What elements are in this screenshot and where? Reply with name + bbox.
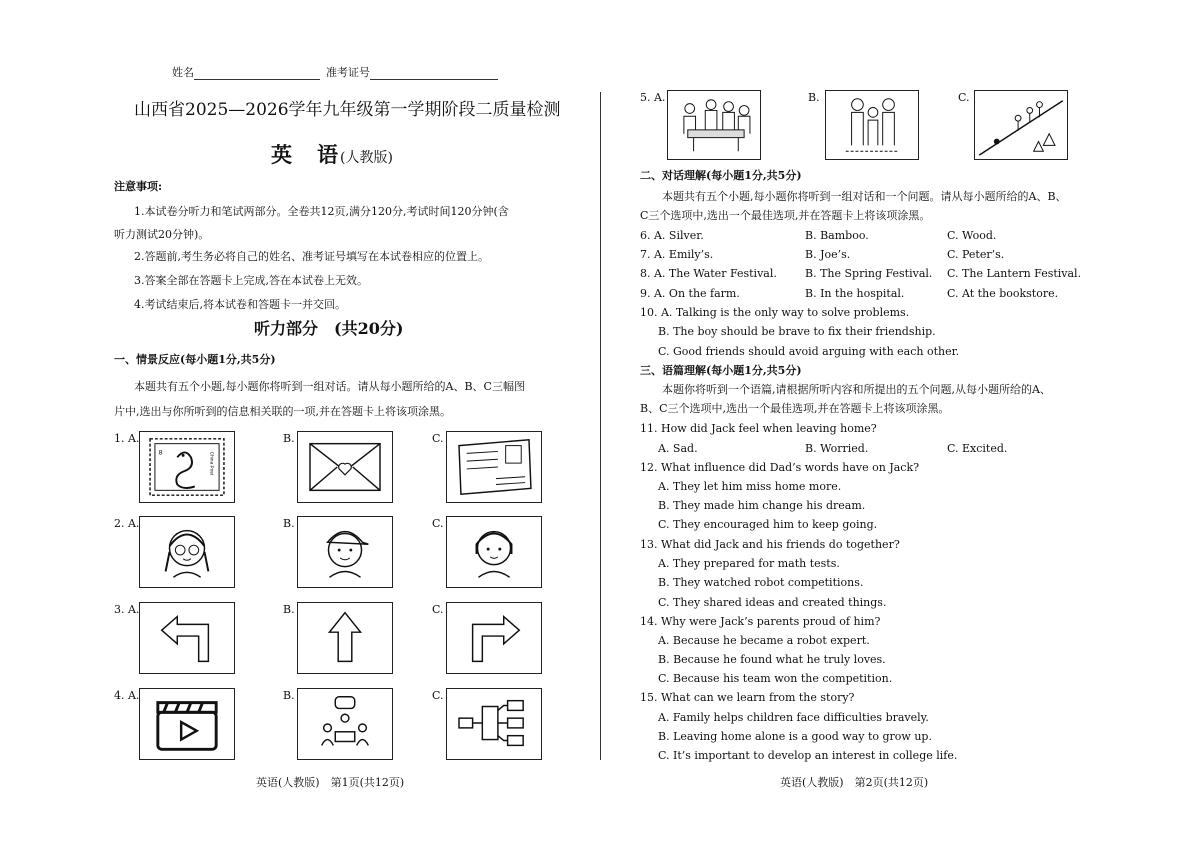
part2-heading: 二、对话理解(每小题1分,共5分)	[640, 169, 802, 182]
exam-number-label: 准考证号	[326, 66, 370, 79]
page-footer: 英语(人教版) 第1页(共12页)	[256, 776, 405, 789]
answer-option: 8. A. The Water Festival.	[640, 267, 777, 280]
girl-cap-icon	[297, 516, 393, 588]
page-2	[600, 0, 1200, 849]
part3-intro: B、C三个选项中,选出一个最佳选项,并在答题卡上将该项涂黑。	[640, 402, 950, 415]
answer-option: C. The Lantern Festival.	[947, 267, 1082, 280]
question-text: 15. What can we learn from the story?	[640, 691, 855, 704]
answer-option: C. It’s important to develop an interest in college life.	[658, 749, 958, 762]
answer-option: B. They made him change his dream.	[658, 499, 866, 512]
turn-right-arrow-icon	[446, 602, 542, 674]
question-text: 11. How did Jack feel when leaving home?	[640, 422, 877, 435]
note-item: 3.答案全部在答题卡上完成,答在本试卷上无效。	[134, 274, 368, 287]
up-arrow-icon	[297, 602, 393, 674]
part1-intro: 片中,选出与你所听到的信息相关联的一项,并在答题卡上将该项涂黑。	[114, 405, 451, 418]
answer-option: 6. A. Silver.	[640, 229, 704, 242]
option-label: B.	[283, 432, 295, 445]
option-label: C.	[958, 91, 970, 104]
family-dinner-icon	[667, 90, 761, 160]
answer-option: B. The boy should be brave to fix their friendship.	[658, 325, 936, 338]
part3-heading: 三、语篇理解(每小题1分,共5分)	[640, 364, 802, 377]
exam-title: 山西省2025—2026学年九年级第一学期阶段二质量检测	[134, 100, 561, 120]
answer-option: C. They encouraged him to keep going.	[658, 518, 878, 531]
answer-option: C. They shared ideas and created things.	[658, 596, 887, 609]
answer-option: B. The Spring Festival.	[805, 267, 933, 280]
answer-option: B. Leaving home alone is a good way to grow up.	[658, 730, 932, 743]
answer-option: C. Wood.	[947, 229, 997, 242]
name-underline	[194, 68, 320, 80]
part3-intro: 本题你将听到一个语篇,请根据所听内容和所提出的五个问题,从每小题所给的A、	[662, 383, 1051, 396]
answer-option: B. In the hospital.	[805, 287, 905, 300]
answer-option: C. Peter’s.	[947, 248, 1005, 261]
answer-option: B. Worried.	[805, 442, 869, 455]
option-label: B.	[283, 689, 295, 702]
question-label: 4. A.	[114, 689, 140, 702]
stamp-value: 8	[158, 449, 163, 457]
question-text: 13. What did Jack and his friends do together?	[640, 538, 900, 551]
answer-option: A. They prepared for math tests.	[658, 557, 840, 570]
question-label: 5. A.	[640, 91, 666, 104]
subject-title	[271, 142, 393, 167]
answer-option: B. Bamboo.	[805, 229, 869, 242]
postcard-icon	[446, 431, 542, 503]
answer-option: B. They watched robot competitions.	[658, 576, 864, 589]
answer-option: 10. A. Talking is the only way to solve problems.	[640, 306, 910, 319]
note-item: 听力测试20分钟)。	[114, 228, 210, 241]
note-item: 2.答题前,考生务必将自己的姓名、准考证号填写在本试卷相应的位置上。	[134, 250, 489, 263]
exam-number-field[interactable]	[326, 66, 498, 80]
discussion-icon	[297, 688, 393, 760]
answer-option: B. Joe’s.	[805, 248, 851, 261]
hiking-icon	[974, 90, 1068, 160]
part2-intro: 本题共有五个小题,每小题你将听到一组对话和一个问题。请从每小题所给的A、B、	[662, 190, 1067, 203]
option-label: C.	[432, 432, 444, 445]
answer-option: A. They let him miss home more.	[658, 480, 842, 493]
answer-option: C. Because his team won the competition.	[658, 672, 893, 685]
option-label: B.	[283, 517, 295, 530]
answer-option: C. Good friends should avoid arguing with each other.	[658, 345, 960, 358]
option-label: C.	[432, 517, 444, 530]
option-label: B.	[283, 603, 295, 616]
answer-option: 9. A. On the farm.	[640, 287, 740, 300]
answer-option: A. Sad.	[658, 442, 698, 455]
note-item: 4.考试结束后,将本试卷和答题卡一并交回。	[134, 298, 346, 311]
turn-left-arrow-icon	[139, 602, 235, 674]
note-item: 1.本试卷分听力和笔试两部分。全卷共12页,满分120分,考试时间120分钟(含	[134, 205, 509, 218]
stamp-text: China Post	[208, 451, 214, 476]
subject-name: 英 语	[271, 142, 340, 167]
envelope-icon	[297, 431, 393, 503]
option-label: C.	[432, 689, 444, 702]
stamp-icon	[139, 431, 235, 503]
option-label: C.	[432, 603, 444, 616]
subject-edition: (人教版)	[340, 150, 393, 166]
question-label: 1. A.	[114, 432, 140, 445]
name-label: 姓名	[172, 66, 194, 79]
name-field[interactable]	[172, 66, 320, 80]
video-clapper-icon	[139, 688, 235, 760]
answer-option: B. Because he found what he truly loves.	[658, 653, 886, 666]
part2-intro: C三个选项中,选出一个最佳选项,并在答题卡上将该项涂黑。	[640, 209, 931, 222]
answer-option: C. At the bookstore.	[947, 287, 1059, 300]
notes-heading: 注意事项:	[114, 180, 163, 193]
part1-heading: 一、情景反应(每小题1分,共5分)	[114, 353, 276, 366]
page-footer: 英语(人教版) 第2页(共12页)	[780, 776, 929, 789]
family-standing-icon	[825, 90, 919, 160]
answer-option: C. Excited.	[947, 442, 1008, 455]
question-text: 14. Why were Jack’s parents proud of him?	[640, 615, 881, 628]
exam-number-underline	[370, 68, 498, 80]
answer-option: A. Family helps children face difficulties bravely.	[658, 711, 929, 724]
flowchart-icon	[446, 688, 542, 760]
question-text: 12. What influence did Dad’s words have on Jack?	[640, 461, 920, 474]
girl-bob-icon	[446, 516, 542, 588]
girl-glasses-icon	[139, 516, 235, 588]
listening-heading: 听力部分 (共20分)	[254, 319, 404, 338]
option-label: B.	[808, 91, 820, 104]
answer-option: A. Because he became a robot expert.	[658, 634, 870, 647]
part1-intro: 本题共有五个小题,每小题你将听到一组对话。请从每小题所给的A、B、C三幅图	[134, 380, 525, 393]
answer-option: 7. A. Emily’s.	[640, 248, 714, 261]
question-label: 2. A.	[114, 517, 140, 530]
question-label: 3. A.	[114, 603, 140, 616]
